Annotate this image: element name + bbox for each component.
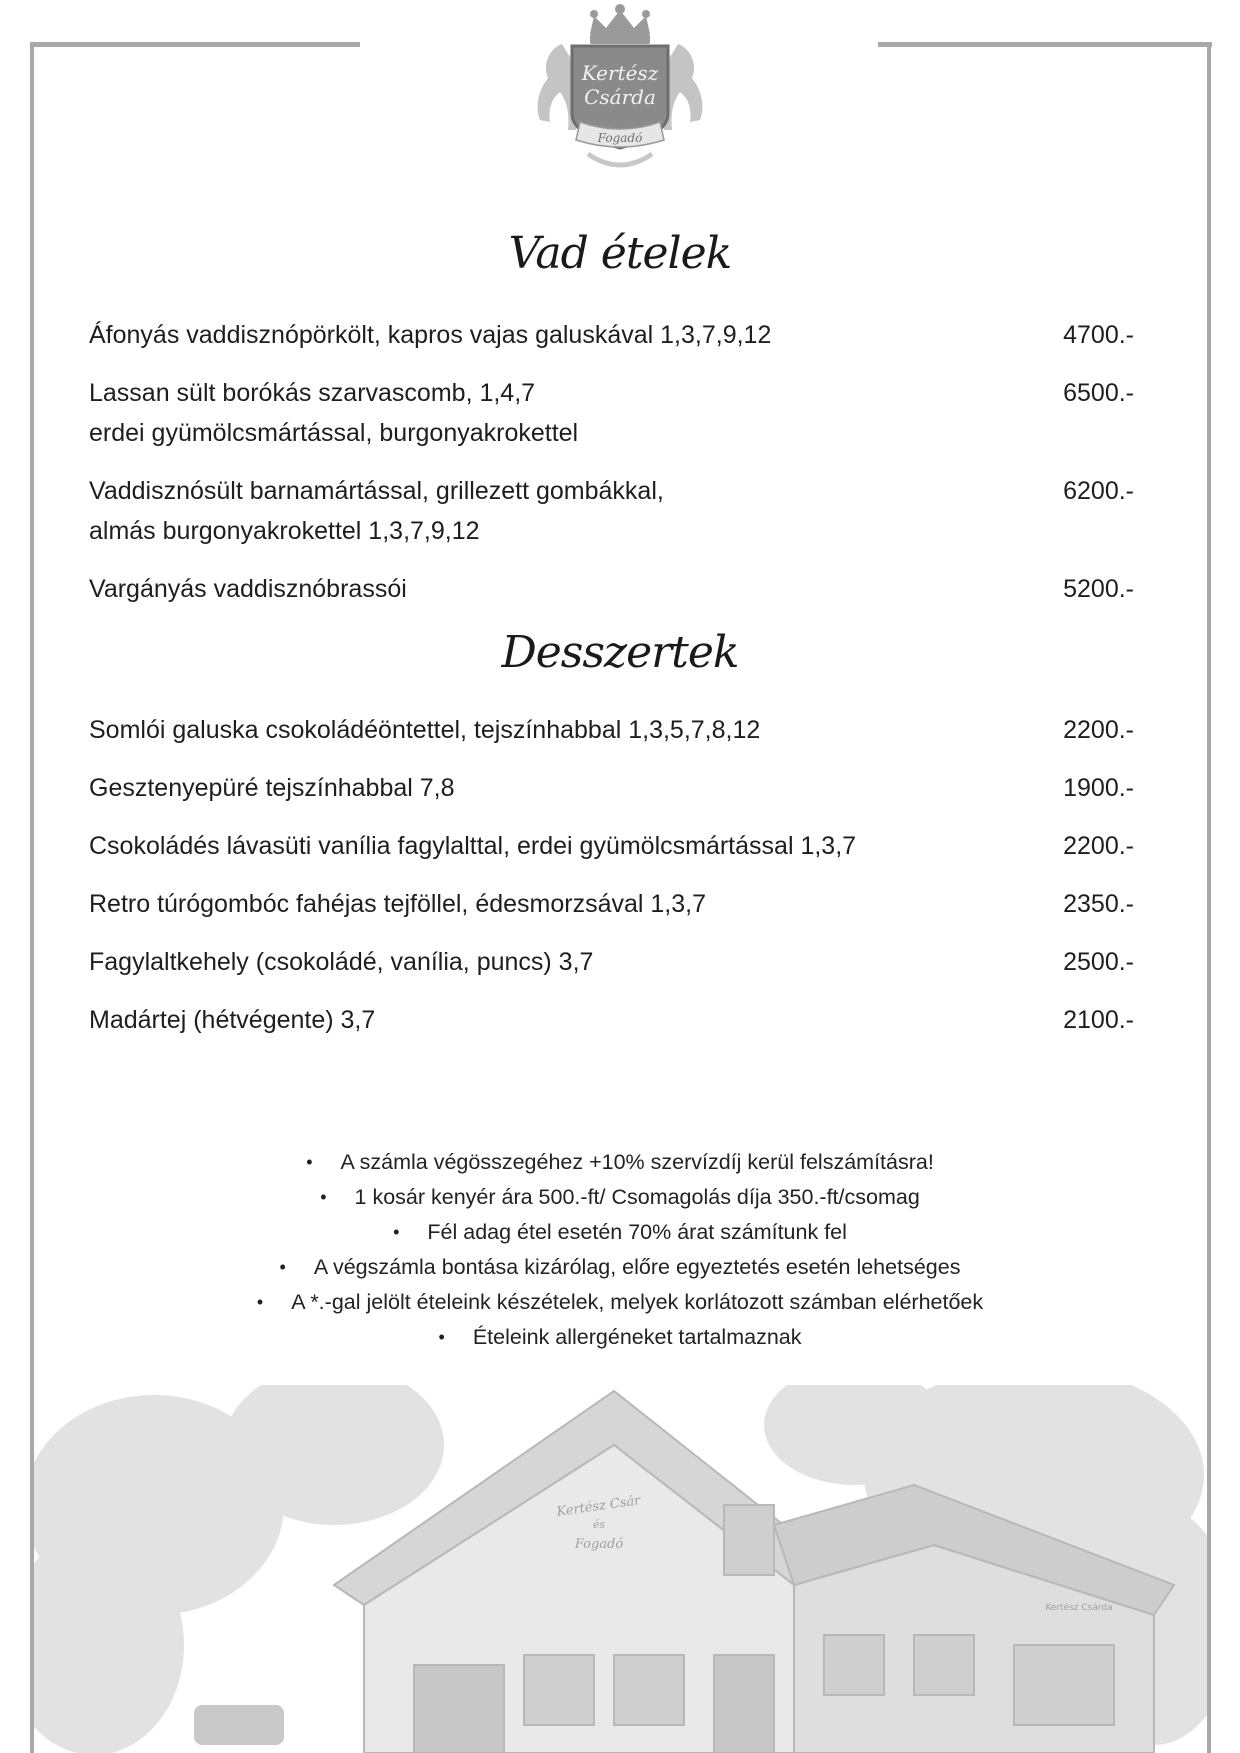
building-illustration [34,1385,1207,1753]
section-title-vad-etelek: Vad ételek [508,228,732,279]
menu-item [89,1000,1134,1040]
wreath-icon [588,154,652,165]
crown-icon [590,4,650,44]
footnote-item [0,1215,1240,1250]
menu-item-price: 4700.- [1063,321,1134,349]
menu-item-price: 2500.- [1063,948,1134,976]
car-icon [194,1705,284,1745]
footnote-text: Ételeink allergéneket tartalmaznak [472,1325,802,1349]
menu-item [89,569,1134,609]
logo-line-2: Csárda [584,85,656,109]
menu-item-price: 2200.- [1063,716,1134,744]
footnote-text: Fél adag étel esetén 70% árat számítunk fel [427,1220,847,1244]
menu-item-name: Somlói galuska csokoládéöntettel, tejszínhabbal 1,3,5,7,8,12 [89,716,761,744]
menu-item-price: 2100.- [1063,1006,1134,1034]
menu-item-name: Retro túrógombóc fahéjas tejföllel, édesmorzsával 1,3,7 [89,890,706,918]
bullet-icon: • [393,1222,400,1242]
side-sign: Kertész Csárda [1045,1603,1113,1613]
restaurant-logo [510,4,730,184]
menu-item [89,315,1134,355]
bullet-icon: • [279,1257,286,1277]
facade-sign-line-1: Kertész Csár [555,1493,642,1520]
frame-top-right-border [878,42,1212,47]
logo-line-1: Kertész [581,61,659,85]
footnotes-list [0,1145,1240,1355]
menu-item [89,471,1134,551]
menu-item-price: 6200.- [1063,477,1134,505]
menu-item-name: Vargányás vaddisznóbrassói [89,575,407,603]
footnote-item [0,1145,1240,1180]
frame-right-border [1207,42,1211,1753]
menu-item-name: Csokoládés lávasüti vanília fagylalttal, erdei gyümölcsmártással 1,3,7 [89,832,857,860]
bullet-icon: • [306,1152,313,1172]
footnote-text: A *.-gal jelölt ételeink készételek, melyek korlátozott számban elérhetőek [291,1290,984,1314]
footnote-text: 1 kosár kenyér ára 500.-ft/ Csomagolás díja 350.-ft/csomag [354,1185,920,1209]
menu-item-name: Gesztenyepüré tejszínhabbal 7,8 [89,774,455,802]
menu-item-price: 5200.- [1063,575,1134,603]
section-title-desszertek: Desszertek [501,627,739,678]
bullet-icon: • [438,1327,445,1347]
bullet-icon: • [320,1187,327,1207]
menu-item-price: 1900.- [1063,774,1134,802]
menu-item [89,373,1134,453]
footnote-text: A számla végösszegéhez +10% szervízdíj kerül felszámításra! [340,1150,934,1174]
menu-item [89,710,1134,750]
footnote-item [0,1320,1240,1355]
menu-item [89,768,1134,808]
footnote-item [0,1285,1240,1320]
menu-item-price: 2200.- [1063,832,1134,860]
menu-item [89,942,1134,982]
menu-item [89,884,1134,924]
menu-item-price: 2350.- [1063,890,1134,918]
facade-sign-line-2: és [592,1518,606,1531]
footnote-item [0,1250,1240,1285]
frame-top-left-border [30,42,360,47]
bullet-icon: • [256,1292,264,1312]
footnote-item [0,1180,1240,1215]
menu-item-name: Áfonyás vaddisznópörkölt, kapros vajas galuskával 1,3,7,9,12 [89,321,772,349]
menu-item-name: Fagylaltkehely (csokoládé, vanília, puncs) 3,7 [89,948,594,976]
menu-item-price: 6500.- [1063,379,1134,407]
logo-line-3: Fogadó [597,131,643,145]
menu-item-name: Lassan sült borókás szarvascomb, 1,4,7 erdei gyümölcsmártással, burgonyakrokettel [89,379,579,447]
menu-item-name: Madártej (hétvégente) 3,7 [89,1006,376,1034]
footnote-text: A végszámla bontása kizárólag, előre egyeztetés esetén lehetséges [313,1255,961,1279]
facade-sign-line-3: Fogadó [574,1537,624,1552]
menu-item-name: Vaddisznósült barnamártással, grillezett gombákkal, almás burgonyakrokettel 1,3,7,9,12 [89,477,664,545]
menu-item [89,826,1134,866]
